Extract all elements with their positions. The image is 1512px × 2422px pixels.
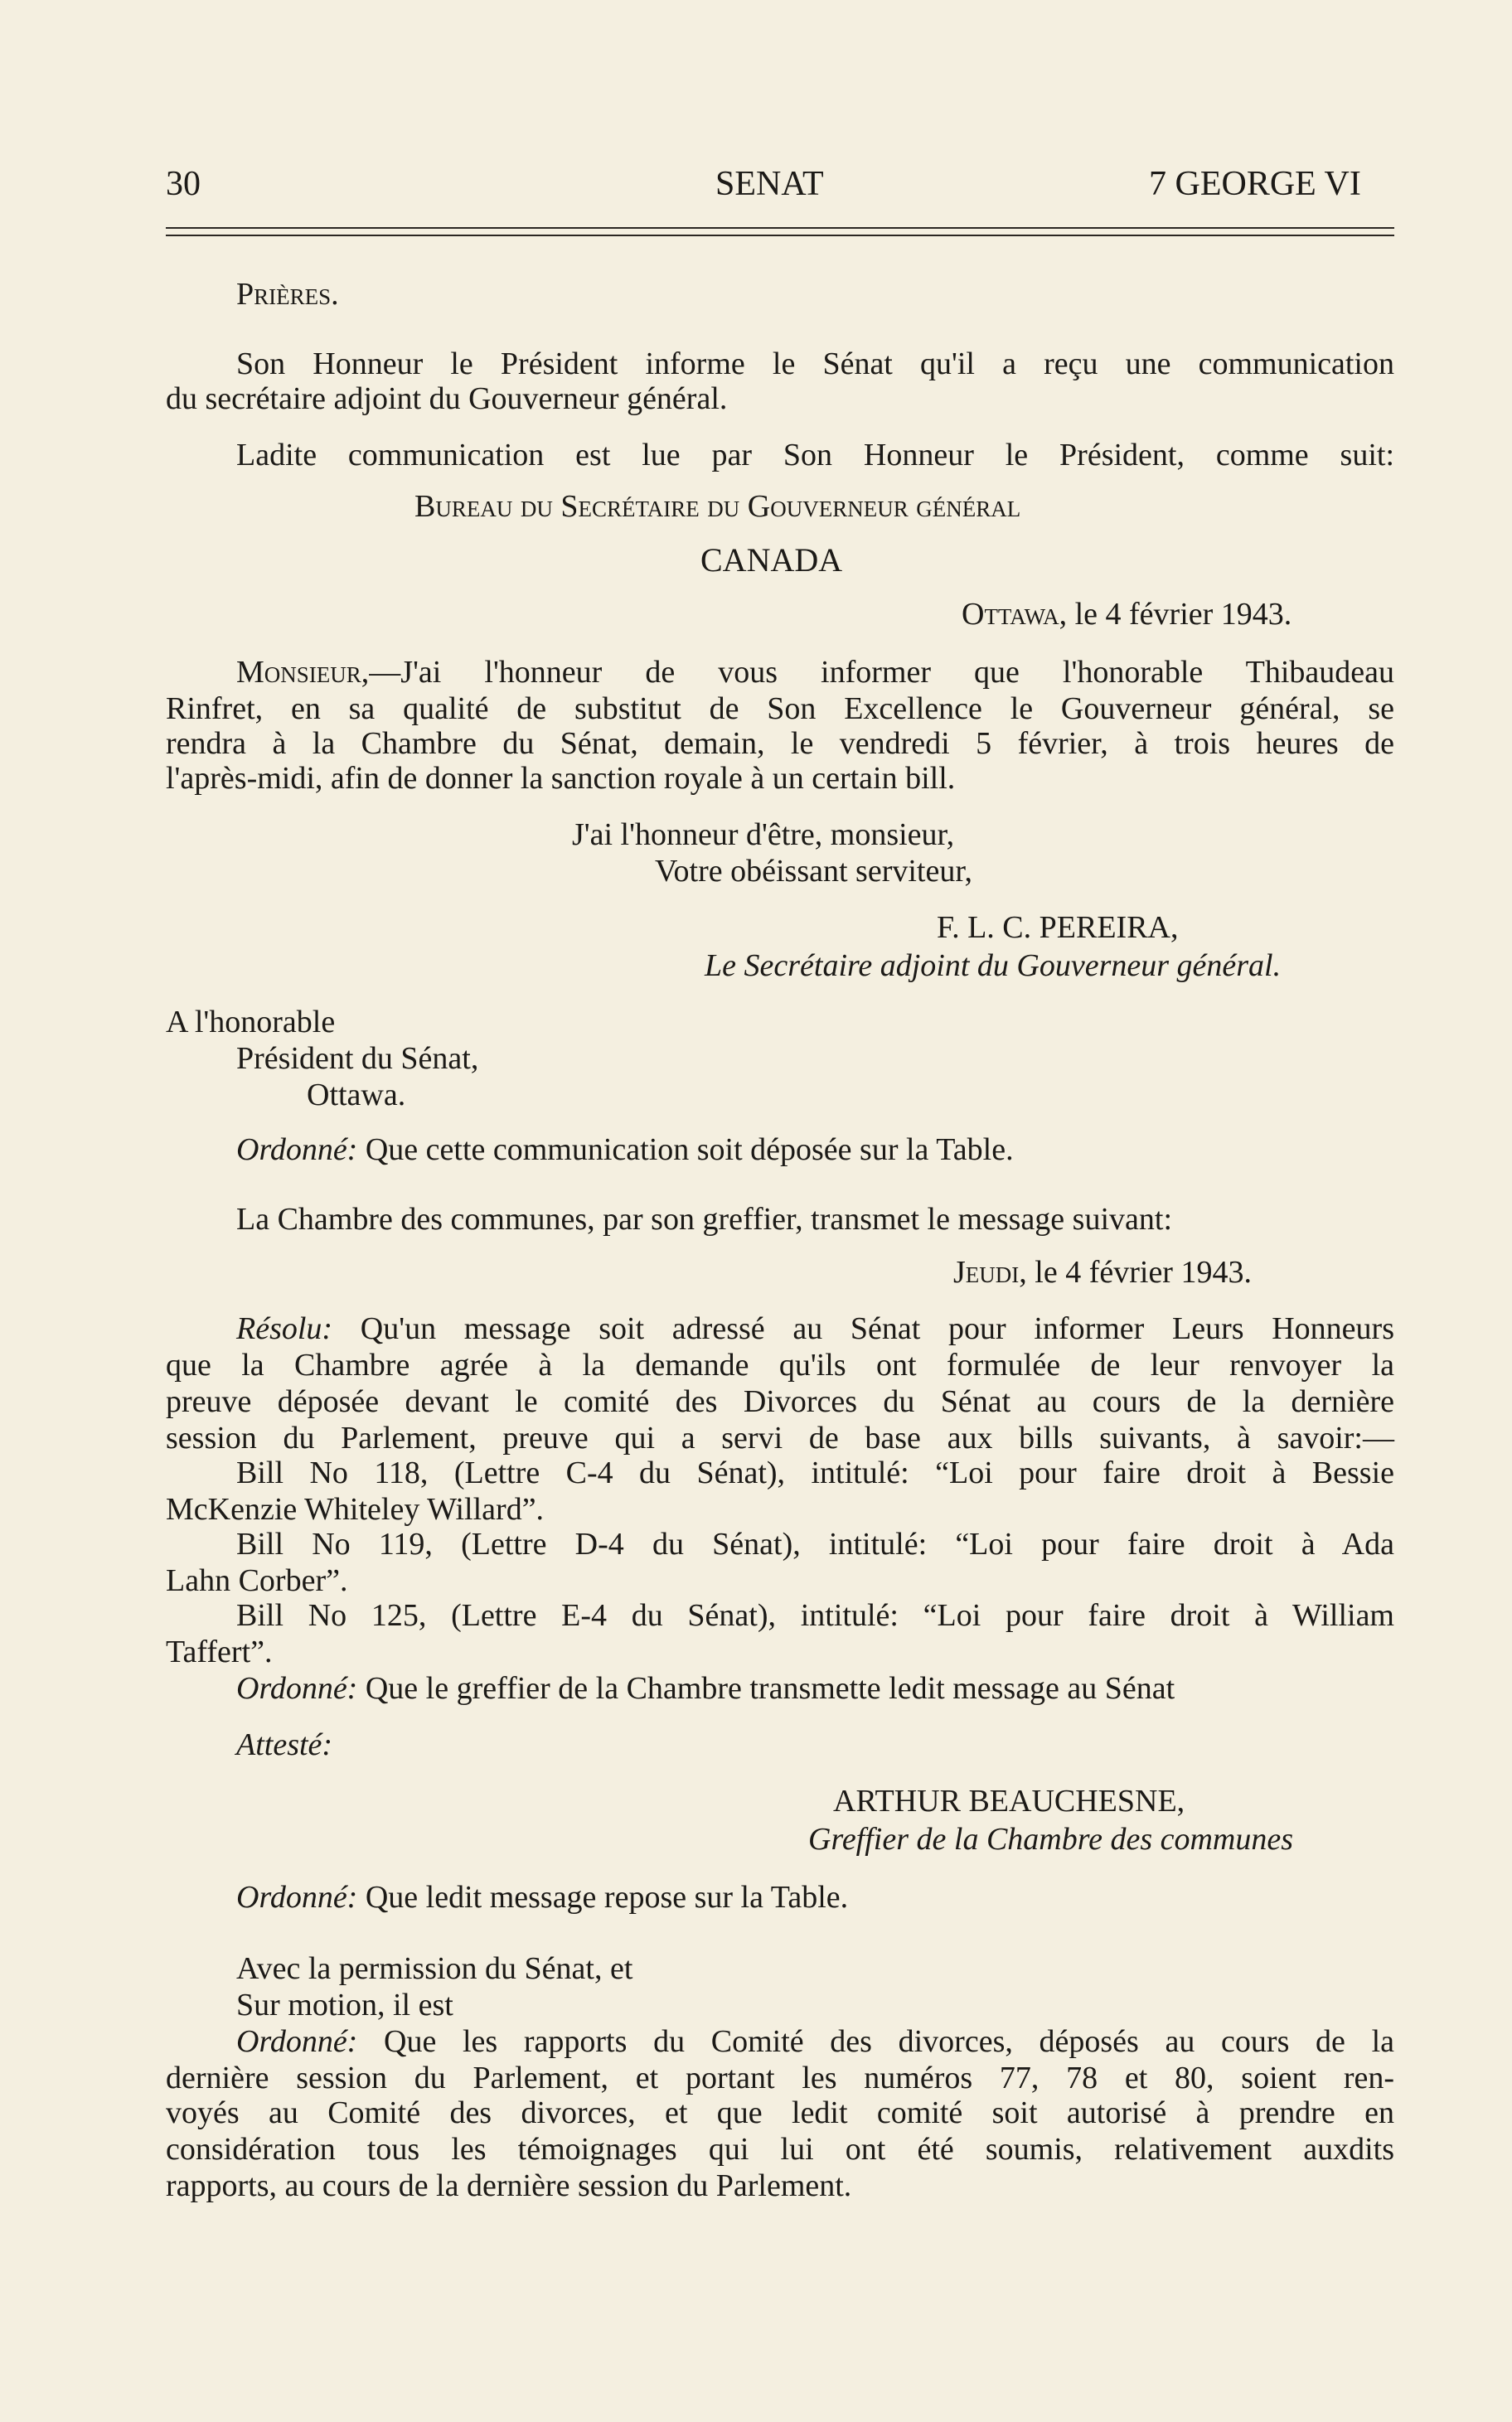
paragraph-2: Ladite communication est lue par Son Honneur le Président, comme suit:	[236, 438, 1394, 472]
bureau-heading: Bureau du Secrétaire du Gouverneur général	[414, 489, 1021, 524]
message-date	[953, 1257, 1252, 1288]
bill-119-line-1: Bill No 119, (Lettre D-4 du Sénat), intitulé: “Loi pour faire droit à Ada	[236, 1527, 1394, 1562]
letter-line-4: l'après-midi, afin de donner la sanction royale à un certain bill.	[166, 761, 956, 796]
prieres-heading: Prières.	[236, 277, 339, 312]
resolu-label: Résolu:	[236, 1311, 333, 1346]
session-label: 7 GEORGE VI	[1149, 165, 1361, 203]
resolu-line-1	[236, 1313, 1394, 1344]
page-number: 30	[166, 165, 201, 203]
ordonne-4-line-1	[236, 2026, 1394, 2057]
letter-line-2: Rinfret, en sa qualité de substitut de Son Excellence le Gouverneur général, se	[166, 691, 1394, 726]
resolu-line-2: que la Chambre agrée à la demande qu'ils ont formulée de leur renvoyer la	[166, 1348, 1394, 1383]
sur-motion: Sur motion, il est	[236, 1988, 453, 2022]
signature-pereira: F. L. C. PEREIRA,	[937, 910, 1179, 945]
letter-salutation: Monsieur,	[236, 655, 370, 690]
letter-closing-2: Votre obéissant serviteur,	[655, 854, 972, 889]
ordonne-1-label: Ordonné:	[236, 1132, 358, 1167]
ordonne-2-label: Ordonné:	[236, 1671, 358, 1706]
ordonne-4-line-4: considération tous les témoignages qui lui ont été soumis, relativement auxdits	[166, 2132, 1394, 2167]
letter-line-1	[236, 656, 1394, 688]
ordonne-4-line-5: rapports, au cours de la dernière session du Parlement.	[166, 2168, 852, 2203]
canada-heading: CANADA	[700, 541, 843, 579]
ordonne-3-text: Que ledit message repose sur la Table.	[365, 1880, 849, 1915]
resolu-line-1-text: Qu'un message soit adressé au Sénat pour informer Leurs Honneurs	[360, 1311, 1394, 1346]
page-title: SENAT	[715, 165, 824, 203]
bill-119-line-2: Lahn Corber”.	[166, 1563, 348, 1598]
bill-125-line-2: Taffert”.	[166, 1635, 273, 1669]
letter-line-3: rendra à la Chambre du Sénat, demain, le vendredi 5 février, à trois heures de	[166, 726, 1394, 761]
signature-pereira-title: Le Secrétaire adjoint du Gouverneur général.	[705, 948, 1282, 983]
message-date-text: le 4 février 1943.	[1035, 1255, 1252, 1290]
letter-line-1-text: —J'ai l'honneur de vous informer que l'honorable Thibaudeau	[369, 655, 1394, 690]
ordonne-4-line-2: dernière session du Parlement, et portant les numéros 77, 78 et 80, soient ren-	[166, 2061, 1394, 2095]
letter-date-place: Ottawa,	[962, 597, 1068, 632]
message-date-day: Jeudi,	[953, 1255, 1027, 1290]
signature-beauchesne: ARTHUR BEAUCHESNE,	[833, 1784, 1185, 1819]
avec-permission: Avec la permission du Sénat, et	[236, 1951, 633, 1986]
ordonne-3-label: Ordonné:	[236, 1880, 358, 1915]
resolu-line-3: preuve déposée devant le comité des Divorces du Sénat au cours de la dernière	[166, 1384, 1394, 1419]
ordonne-4-line-1-text: Que les rapports du Comité des divorces, déposés au cours de la	[384, 2024, 1394, 2059]
header-rule-bottom	[166, 235, 1394, 236]
ordonne-4-line-3: voyés au Comité des divorces, et que ledit comité soit autorisé à prendre en	[166, 2095, 1394, 2130]
bill-118-line-1: Bill No 118, (Lettre C-4 du Sénat), intitulé: “Loi pour faire droit à Bessie	[236, 1456, 1394, 1490]
paragraph-1-line-1: Son Honneur le Président informe le Sénat qu'il a reçu une communication	[236, 346, 1394, 381]
atteste-label: Attesté:	[236, 1727, 333, 1762]
bill-118-line-2: McKenzie Whiteley Willard”.	[166, 1492, 545, 1527]
paragraph-1-line-2: du secrétaire adjoint du Gouverneur général.	[166, 381, 728, 416]
letter-date	[962, 598, 1292, 630]
signature-beauchesne-title: Greffier de la Chambre des communes	[808, 1822, 1294, 1857]
letter-date-text: le 4 février 1943.	[1074, 597, 1292, 632]
ordonne-2-text: Que le greffier de la Chambre transmette ledit message au Sénat	[365, 1671, 1175, 1706]
address-line-3: Ottawa.	[307, 1078, 406, 1112]
paragraph-3: La Chambre des communes, par son greffier, transmet le message suivant:	[236, 1202, 1172, 1237]
address-line-2: Président du Sénat,	[236, 1041, 479, 1076]
ordonne-2	[236, 1673, 1175, 1704]
header-rule-top	[166, 227, 1394, 229]
bill-125-line-1: Bill No 125, (Lettre E-4 du Sénat), intitulé: “Loi pour faire droit à William	[236, 1598, 1394, 1633]
ordonne-3	[236, 1882, 848, 1913]
resolu-line-4: session du Parlement, preuve qui a servi de base aux bills suivants, à savoir:—	[166, 1421, 1394, 1456]
ordonne-4-label: Ordonné:	[236, 2024, 358, 2059]
address-line-1: A l'honorable	[166, 1005, 336, 1039]
ordonne-1-text: Que cette communication soit déposée sur la Table.	[365, 1132, 1014, 1167]
letter-closing-1: J'ai l'honneur d'être, monsieur,	[572, 817, 955, 852]
ordonne-1	[236, 1134, 1014, 1165]
